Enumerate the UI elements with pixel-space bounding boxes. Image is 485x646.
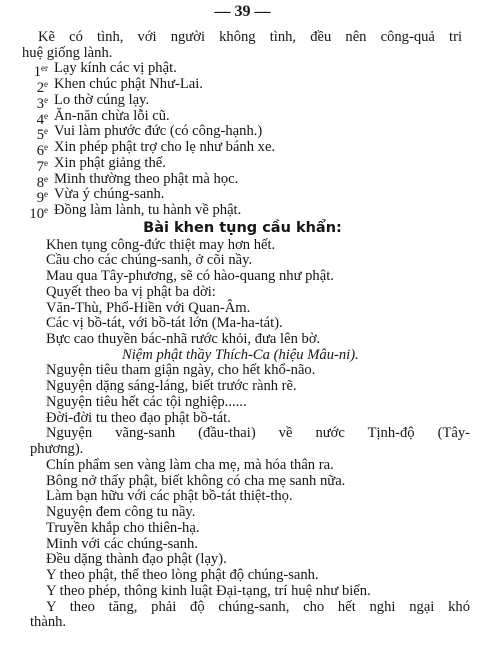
list-item-number: 9e [36,189,48,207]
vow-line: Y theo tăng, phải độ chúng-sanh, cho hết nghi ngại khó [46,598,470,615]
hymn-line: Văn-Thù, Phổ-Hiền với Quan-Âm. [46,299,251,316]
list-item-text: Minh thường theo phật mà học. [54,170,239,187]
hymn-line: Khen tụng công-đức thiệt may hơn hết. [46,236,276,253]
vow-line: Nguyện tiêu hết các tội nghiệp...... [46,393,247,410]
hymn-line: Quyết theo ba vị phật ba dời: [46,283,216,300]
list-item-number: 1er [33,63,48,81]
vow-line: Truyền khắp cho thiên-hạ. [46,519,200,536]
page-number: — 39 — [214,3,271,20]
section-heading: Bài khen tụng cầu khẩn: [143,219,342,236]
vow-line: Làm bạn hữu với các phật bồ-tát thiệt-thọ. [46,488,293,505]
list-item [10,202,470,223]
vow-line: Nguyện dặng sáng-láng, biết trước rành rẽ. [46,378,297,395]
hymn-line: Bực cao thuyền bác-nhã rước khỏi, đưa lên bờ. [46,331,321,348]
vow-line: Đều dặng thành đạo phật (lạy). [46,551,227,568]
vow-line: Y theo phật, thể theo lòng phật độ chúng-sanh. [46,567,319,584]
list-item-text: Lạy kính các vị phật. [54,60,177,77]
vow-line: Minh với các chúng-sanh. [46,535,198,552]
intro-line-1: Kẽ có tình, với người không tình, đều nên công-quả tri [38,29,462,45]
list-item-text: Vui làm phước đức (có công-hạnh.) [54,123,263,140]
vow-line: Y theo phép, thông kinh luật Đại-tạng, trí huệ như biển. [46,582,371,599]
list-item-number: 7e [36,157,48,175]
list-item-text: Ăn-năn chừa lỗi cũ. [54,107,170,124]
list-item-number: 6e [36,142,48,160]
list-item-number: 4e [36,110,48,128]
vow-line: phương). [30,441,84,458]
prayer-subheading: Niệm phật thầy Thích-Ca (hiệu Mâu-ni). [122,346,359,363]
list-item-number: 2e [36,79,48,97]
list-item-text: Đồng làm lành, tu hành về phật. [54,202,242,219]
list-item-number: 10e [29,205,48,223]
hymn-line: Cầu cho các chúng-sanh, ở cõi nầy. [46,252,253,269]
intro-line-2: huệ giống lành. [22,44,113,61]
list-item-text: Xin phật giảng thế. [54,154,166,171]
vow-line: Nguyện đem công tu nầy. [46,504,196,521]
list-item-number: 3e [36,94,48,112]
vow-line: Nguyện vãng-sanh (đầu-thai) về nước Tịnh-độ (Tây- [46,425,470,442]
list-item-number: 8e [36,173,48,191]
list-item-text: Xin phép phật trợ cho lẹ như bánh xe. [54,139,276,156]
vow-line: Bông nở thấy phật, biết không có cha mẹ sanh nữa. [46,472,346,489]
list-item-text: Lo thờ cúng lạy. [54,91,150,108]
list-item-text: Khen chúc phật Như-Lai. [54,76,203,93]
vow-line: Đời-đời tu theo đạo phật bồ-tát. [46,409,231,426]
vow-line: Chín phẩm sen vàng làm cha mẹ, mà hóa thân ra. [46,456,334,473]
hymn-line: Các vị bồ-tát, với bồ-tát lớn (Ma-ha-tát). [46,315,283,332]
vow-line: Nguyện tiêu tham giận ngày, cho hết khổ-não. [46,362,316,379]
hymn-line: Mau qua Tây-phương, sẽ có hào-quang như phật. [46,268,334,285]
list-item-text: Vừa ý chúng-sanh. [54,186,165,203]
vow-line: thành. [30,614,67,631]
list-item-number: 5e [36,126,48,144]
